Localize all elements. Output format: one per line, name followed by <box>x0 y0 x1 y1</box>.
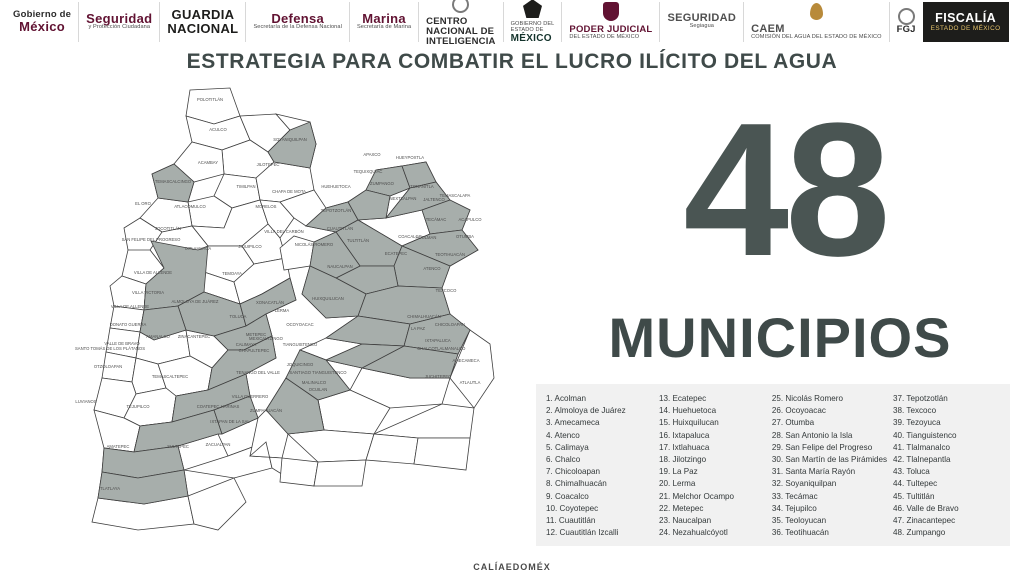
logo-line3: ESTADO DE MÉXICO <box>930 25 1001 32</box>
map-municipality-label: ACOLMAN <box>415 235 437 240</box>
map-svg <box>18 78 528 548</box>
municipio-list-item: 20. Lerma <box>658 479 696 489</box>
logo-line1: CENTRO <box>426 16 468 28</box>
municipio-list-item: 40. Tianguistenco <box>893 430 957 440</box>
municipio-list-item: 17. Ixtlahuaca <box>658 442 710 452</box>
logo-line2: NACIONAL <box>167 20 239 36</box>
shield-icon <box>603 2 619 21</box>
map-municipality-label: COATEPEC HARINAS <box>196 404 240 409</box>
municipio-list-item: 36. Teotihuacán <box>771 528 829 538</box>
map-municipality-label: TLATLAYA <box>99 486 121 491</box>
circle-emblem-icon <box>452 0 469 13</box>
municipio-list-item: 31. Santa María Rayón <box>771 467 856 477</box>
logo-line3: INTELIGENCIA <box>426 35 496 47</box>
map-municipality-label: TLALMANALCO <box>434 346 466 351</box>
logo-line3: Secretaría de la Defensa Nacional <box>253 24 342 31</box>
map-municipality-label: TEMASCALAPA <box>439 193 471 198</box>
map-municipality-label: ECATEPEC <box>384 251 408 256</box>
map-municipality-label: JIQUIPILCO <box>238 244 262 249</box>
map-municipality-label: APAXCO <box>363 152 381 157</box>
map-municipality-label: LERMA <box>274 308 290 313</box>
map-municipality-label: ACULCO <box>209 127 227 132</box>
logo-centro-nacional-inteligencia <box>418 2 502 47</box>
map-municipality-label: OCUILAN <box>308 387 328 392</box>
logo-line1: Defensa <box>271 11 325 27</box>
map-municipality-label: TECÁMAC <box>425 217 447 222</box>
municipio-list-item: 13. Ecatepec <box>658 394 707 403</box>
map-municipality-label: IXTLAHUACA <box>184 246 212 251</box>
logo-line2: México <box>19 18 66 34</box>
highlight-number: 48 <box>683 84 887 296</box>
map-municipality-label: TIMILPAN <box>236 184 256 189</box>
map-municipality-label: NEXTLALPAN <box>389 196 417 201</box>
map-municipality-label: HUEHUETOCA <box>321 184 351 189</box>
map-municipality-label: TEMASCALTEPEC <box>151 374 189 379</box>
municipio-list-item: 46. Valle de Bravo <box>893 503 959 513</box>
map-municipality-label: MALINALCO <box>301 380 327 385</box>
municipio-list-item: 10. Coyotepec <box>546 503 599 513</box>
logo-line1: FGJ <box>896 24 916 36</box>
municipio-list-item: 3. Amecameca <box>546 418 600 428</box>
municipio-list-item: 43. Toluca <box>893 467 930 477</box>
municipio-list-item: 41. Tlalmanalco <box>893 442 951 452</box>
map-municipality-label: NICOLÁS ROMERO <box>294 242 334 247</box>
highlight-word: MUNICIPIOS <box>608 306 952 369</box>
map-municipality-label: LUVIANOS <box>75 399 97 404</box>
municipio-list-item: 12. Cuautitlán Izcalli <box>546 528 619 538</box>
map-municipality-label: VILLA VICTORIA <box>131 290 165 295</box>
map-municipality-label: TULTITLÁN <box>346 238 370 243</box>
map-municipality-label: OTZOLOAPAN <box>93 364 123 369</box>
logo-line1: SEGURIDAD <box>667 12 737 25</box>
municipios-column-4 <box>893 393 1000 540</box>
map-municipality-label: ZINACANTEPEC <box>177 334 211 339</box>
municipio-list-item: 19. La Paz <box>658 467 698 477</box>
map-municipality-label: ALMOLOYA DE JUÁREZ <box>171 299 219 304</box>
map-municipality-label: VILLA DE ALLENDE <box>110 304 150 309</box>
map-municipality-label: CUAUTITLÁN <box>326 226 354 231</box>
map-municipality-label: IXTAPAN DE LA SAL <box>210 419 250 424</box>
municipio-list-item: 48. Zumpango <box>893 528 946 538</box>
logo-seguridad-segiagua <box>659 2 743 42</box>
municipio-list-item: 6. Chalco <box>546 454 581 464</box>
municipios-column-2 <box>659 393 766 540</box>
municipio-list-item: 28. San Antonio la Isla <box>771 430 853 440</box>
logo-line1: PODER JUDICIAL <box>569 24 653 36</box>
logo-line3: Segiagua <box>689 23 715 30</box>
circle-emblem-icon <box>898 8 915 25</box>
logo-line3: y Protección Ciudadana <box>88 24 151 31</box>
logo-line2: NACIONAL DE <box>426 26 495 38</box>
map-municipality-label: ACAMBAY <box>197 160 219 165</box>
water-drop-icon <box>810 3 823 20</box>
map-municipality-label: EL ORO <box>135 201 151 206</box>
map-municipality-label: XONACATLÁN <box>255 300 285 305</box>
municipio-list-item: 18. Jilotzingo <box>658 454 707 464</box>
municipio-list-item: 26. Ocoyoacac <box>771 406 826 416</box>
map-municipality-label: ZACUALPAN <box>205 442 231 447</box>
map-municipality-label: SOYANIQUILPAN <box>273 137 307 142</box>
logo-fgj <box>889 2 923 42</box>
map-municipality-label: CALIMAYA <box>235 342 257 347</box>
map-municipality-label: TENANGO DEL VALLE <box>236 370 280 375</box>
municipio-list-item: 35. Teoloyucan <box>771 515 827 525</box>
logo-line1: Seguridad <box>86 11 153 27</box>
logo-gobierno-estado-mexico <box>503 2 562 42</box>
map-municipality-label: HUEYPOXTLA <box>395 155 425 160</box>
map-municipality-label: JOQUICINGO <box>286 362 314 367</box>
logo-seguridad <box>78 2 159 42</box>
map-municipality-label: CHAPA DE MOTA <box>272 189 306 194</box>
municipio-list-item: 11. Cuautitlán <box>546 515 596 525</box>
logo-defensa <box>245 2 349 42</box>
map-municipality-label: TEXCOCO <box>435 288 457 293</box>
map-municipality-label: AMECAMECA <box>452 358 480 363</box>
municipio-list-item: 44. Tultepec <box>893 479 938 489</box>
map-municipality-label: CHIMALHUACÁN <box>407 314 441 319</box>
map-municipality-label: VALLE DE BRAVO <box>104 341 140 346</box>
municipios-column-1 <box>546 393 653 540</box>
estado-de-mexico-map <box>18 78 528 548</box>
municipio-list-item: 37. Tepotzotlán <box>893 394 948 403</box>
map-municipality-label: DONATO GUERRA <box>109 322 147 327</box>
municipio-list-item: 42. Tlalnepantla <box>893 454 951 464</box>
municipio-list-item: 21. Melchor Ocampo <box>658 491 735 501</box>
map-municipality-label: TONANITLA <box>410 184 434 189</box>
map-municipality-label: JOCOTITLÁN <box>154 226 182 231</box>
map-municipality-label: SAN FELIPE DEL PROGRESO <box>121 237 181 242</box>
map-municipality-label: METEPEC <box>245 332 267 337</box>
logo-fiscalia-estado-de-mexico <box>923 2 1009 42</box>
logo-line1: GUARDIA <box>171 7 235 23</box>
municipio-list-item: 38. Texcoco <box>893 406 937 416</box>
map-municipality-label: COACALCO <box>398 234 422 239</box>
footer-text: CALÍAEDOMÉX <box>473 562 551 572</box>
municipio-list-item: 23. Naucalpan <box>658 515 712 525</box>
map-municipality-label: VILLA DEL CARBÓN <box>264 229 304 234</box>
logo-guardia-nacional <box>159 2 245 42</box>
map-municipality-label: ZUMPAHUACÁN <box>249 408 283 413</box>
municipio-list-item: 45. Tultitlán <box>893 491 935 501</box>
municipio-list-item: 14. Huehuetoca <box>658 406 717 416</box>
logo-marina <box>349 2 418 42</box>
municipio-list-item: 4. Atenco <box>546 430 580 440</box>
municipio-list-item: 8. Chimalhuacán <box>546 479 607 489</box>
logo-line3: Secretaría de Marina <box>356 24 412 31</box>
logo-line3: MÉXICO <box>510 32 552 44</box>
map-municipality-label: NAUCALPAN <box>327 264 353 269</box>
map-municipality-label: TEPOTZOTLÁN <box>320 208 352 213</box>
map-municipality-label: CHICOLOAPAN <box>434 322 466 327</box>
map-municipality-label: AMATEPEC <box>106 444 130 449</box>
municipios-column-3 <box>772 393 887 540</box>
map-municipality-label: CHALCO <box>417 346 435 351</box>
map-municipality-label: TEMASCALCINGO <box>154 179 192 184</box>
logo-line2: ESTADO DE <box>510 26 544 33</box>
eagle-emblem-icon <box>523 0 542 18</box>
map-municipality-label: VILLA GUERRERO <box>231 394 269 399</box>
municipio-list-item: 15. Huixquilucan <box>658 418 719 428</box>
map-municipality-label: SULTEPEC <box>167 444 189 449</box>
municipio-list-item: 34. Tejupilco <box>771 503 817 513</box>
municipios-list-panel <box>536 384 1010 546</box>
map-municipality-label: JUCHITEPEC <box>424 374 452 379</box>
municipio-list-item: 7. Chicoloapan <box>546 467 600 477</box>
municipio-list-item: 27. Otumba <box>771 418 815 428</box>
logo-gobierno-de-mexico <box>6 2 78 42</box>
map-municipality-label: TEJUPILCO <box>126 404 150 409</box>
map-municipality-label: AMANALCO <box>146 334 170 339</box>
map-municipality-label: TIANGUISTENCO <box>282 342 318 347</box>
logo-poder-judicial <box>561 2 659 42</box>
logo-line1: GOBIERNO DEL <box>510 21 555 28</box>
map-municipality-label: TOLUCA <box>229 314 247 319</box>
logo-line1: FISCALÍA <box>935 11 996 25</box>
map-municipality-label: SANTIAGO TIANGUISTENCO <box>289 370 347 375</box>
map-municipality-label: ATLAUTLA <box>459 380 481 385</box>
map-municipality-label: IXTAPALUCA <box>425 338 451 343</box>
map-municipality-label: MEXICALTZINGO <box>249 336 283 341</box>
map-municipality-label: TEQUIXQUIAC <box>353 169 383 174</box>
page-title: ESTRATEGIA PARA COMBATIR EL LUCRO ILÍCITO DEL AGUA <box>186 50 838 73</box>
municipio-list-item: 22. Metepec <box>658 503 704 513</box>
institution-logo-bar <box>0 0 1024 47</box>
map-municipality-label: HUIXQUILUCAN <box>312 296 344 301</box>
municipio-list-item: 30. San Martín de las Pirámides <box>771 454 888 464</box>
logo-line1: CAEM <box>751 22 785 35</box>
municipio-list-item: 47. Zinacantepec <box>893 515 956 525</box>
municipio-list-item: 33. Tecámac <box>771 491 818 501</box>
logo-line1: Gobierno de <box>13 9 72 21</box>
map-municipality-label: JALTENCO <box>423 197 445 202</box>
municipio-list-item: 24. Nezahualcóyotl <box>658 528 728 538</box>
map-municipality-label: MORELOS <box>255 204 277 209</box>
map-municipality-label: CHAPULTEPEC <box>238 348 270 353</box>
map-municipality-label: TEMOAYA <box>222 271 242 276</box>
municipio-list-item: 16. Ixtapaluca <box>658 430 710 440</box>
map-municipality-label: TEOTIHUACÁN <box>434 252 466 257</box>
municipio-list-item: 2. Almoloya de Juárez <box>546 406 626 416</box>
municipio-list-item: 39. Tezoyuca <box>893 418 941 428</box>
logo-line1: Marina <box>362 11 406 27</box>
municipio-list-item: 1. Acolman <box>546 394 587 403</box>
municipio-list-item: 32. Soyaniquilpan <box>771 479 837 489</box>
map-municipality-label: POLOTITLÁN <box>196 97 224 102</box>
map-municipality-label: ACAPULCO <box>458 217 482 222</box>
logo-line3: COMISIÓN DEL AGUA DEL ESTADO DE MÉXICO <box>751 33 882 40</box>
map-municipality-label: ATLACOMULCO <box>174 204 206 209</box>
map-municipality-label: JILOTEPEC <box>256 162 280 167</box>
municipio-list-item: 9. Coacalco <box>546 491 589 501</box>
map-municipality-label: ZUMPANGO <box>370 181 394 186</box>
map-municipality-label: LA PAZ <box>411 326 425 331</box>
municipio-list-item: 25. Nicolás Romero <box>771 394 843 403</box>
map-municipality-label: VILLA DE ALLENDE <box>133 270 173 275</box>
logo-line3: DEL ESTADO DE MÉXICO <box>569 33 640 40</box>
map-municipality-label: OCOYOACAC <box>286 322 314 327</box>
logo-caem <box>743 2 888 42</box>
municipio-list-item: 5. Calimaya <box>546 442 589 452</box>
map-municipality-label: OTUMBA <box>456 234 474 239</box>
map-municipality-label: SANTO TOMÁS DE LOS PLÁTANOS <box>75 346 145 351</box>
map-municipality-label: ATENCO <box>423 266 441 271</box>
municipio-list-item: 29. San Felipe del Progreso <box>771 442 873 452</box>
